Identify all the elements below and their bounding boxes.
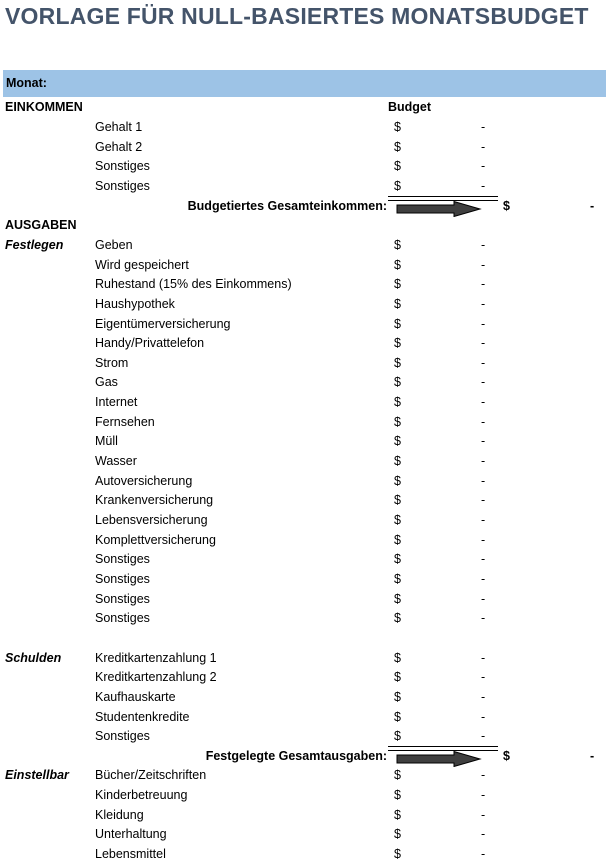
item-label: Gehalt 1 <box>95 120 143 134</box>
item-label: Wasser <box>95 454 137 469</box>
budget-row <box>0 550 609 570</box>
budget-row <box>0 845 609 865</box>
budget-value-cell[interactable]: - <box>481 316 486 331</box>
budget-value-cell[interactable]: - <box>481 375 486 390</box>
item-label: Sonstiges <box>95 178 150 193</box>
budget-row <box>0 295 609 315</box>
income-header: EINKOMMEN <box>5 100 83 114</box>
total-currency-sign: $ <box>503 199 510 214</box>
budget-header: Budget <box>388 100 432 114</box>
currency-sign: $ <box>394 650 401 665</box>
item-label: Geben <box>95 237 133 252</box>
currency-sign: $ <box>394 729 401 744</box>
currency-sign: $ <box>394 277 401 292</box>
currency-sign: $ <box>394 689 401 704</box>
item-label: Sonstiges <box>95 591 150 606</box>
item-label: Sonstiges <box>95 159 150 174</box>
item-label: Internet <box>95 395 138 410</box>
budget-row <box>0 138 609 158</box>
budget-value-cell[interactable]: - <box>481 434 486 449</box>
section-label: Einstellbar <box>5 768 69 783</box>
budget-row <box>0 590 609 610</box>
budget-value-cell[interactable]: - <box>481 571 486 586</box>
budget-value-cell[interactable]: - <box>481 807 486 822</box>
budget-row <box>0 118 609 138</box>
currency-sign: $ <box>394 375 401 390</box>
expenses-header: AUSGABEN <box>5 218 77 233</box>
item-label: Lebensmittel <box>95 847 166 862</box>
budget-value-cell[interactable]: - <box>481 355 486 370</box>
budget-row <box>0 688 609 708</box>
budget-value-cell[interactable]: - <box>481 454 486 469</box>
budget-value-cell[interactable]: - <box>481 139 486 154</box>
currency-sign: $ <box>394 670 401 685</box>
budget-row <box>0 413 609 433</box>
item-label: Komplettversicherung <box>95 532 216 547</box>
budget-row <box>0 609 609 629</box>
currency-sign: $ <box>394 493 401 508</box>
total-value-cell[interactable]: - <box>590 199 595 214</box>
item-label: Gehalt 2 <box>95 139 143 154</box>
item-label: Unterhaltung <box>95 827 167 842</box>
budget-row <box>0 570 609 590</box>
budget-value-cell[interactable]: - <box>481 689 486 704</box>
currency-sign: $ <box>394 355 401 370</box>
budget-value-cell[interactable]: - <box>481 159 486 174</box>
budget-value-cell[interactable]: - <box>481 552 486 567</box>
budget-value-cell[interactable]: - <box>481 120 486 134</box>
currency-sign: $ <box>394 454 401 469</box>
total-value-cell[interactable]: - <box>590 749 595 764</box>
budget-row <box>0 354 609 374</box>
item-label: Autoversicherung <box>95 473 193 488</box>
currency-sign: $ <box>394 611 401 626</box>
currency-sign: $ <box>394 414 401 429</box>
budget-value-cell[interactable]: - <box>481 513 486 527</box>
item-label: Sonstiges <box>95 729 150 744</box>
item-label: Kleidung <box>95 807 144 822</box>
budget-row <box>0 177 609 197</box>
right-arrow-icon <box>396 751 482 767</box>
budget-row <box>0 393 609 413</box>
budget-value-cell[interactable]: - <box>481 336 486 351</box>
item-label: Krankenversicherung <box>95 493 214 508</box>
currency-sign: $ <box>394 395 401 410</box>
budget-row <box>0 373 609 393</box>
currency-sign: $ <box>394 571 401 586</box>
item-label: Sonstiges <box>95 611 150 626</box>
currency-sign: $ <box>394 336 401 351</box>
currency-sign: $ <box>394 552 401 567</box>
section-label: Schulden <box>5 650 62 665</box>
budget-value-cell[interactable]: - <box>481 650 486 665</box>
total-label: Budgetiertes Gesamteinkommen: <box>187 199 387 214</box>
month-bar[interactable] <box>3 70 606 97</box>
budget-row <box>0 432 609 452</box>
currency-sign: $ <box>394 709 401 724</box>
budget-value-cell[interactable]: - <box>481 709 486 724</box>
total-label: Festgelegte Gesamtausgaben: <box>205 749 387 764</box>
right-arrow-icon <box>396 201 482 217</box>
item-label: Gas <box>95 375 118 390</box>
budget-value-cell[interactable]: - <box>481 395 486 410</box>
currency-sign: $ <box>394 788 401 803</box>
currency-sign: $ <box>394 434 401 449</box>
budget-value-cell[interactable]: - <box>481 611 486 626</box>
item-label: Ruhestand (15% des Einkommens) <box>95 277 292 292</box>
item-label: Handy/Privattelefon <box>95 336 205 351</box>
page-title: VORLAGE FÜR NULL-BASIERTES MONATSBUDGET <box>5 3 589 29</box>
budget-value-cell[interactable]: - <box>481 729 486 744</box>
budget-row <box>0 649 609 669</box>
item-label: Kaufhauskarte <box>95 689 176 704</box>
budget-row <box>0 786 609 806</box>
currency-sign: $ <box>394 316 401 331</box>
currency-sign: $ <box>394 532 401 547</box>
budget-row <box>0 236 609 256</box>
currency-sign: $ <box>394 591 401 606</box>
item-label: Sonstiges <box>95 571 150 586</box>
item-label: Studentenkredite <box>95 709 190 724</box>
budget-value-cell[interactable]: - <box>481 414 486 429</box>
budget-row <box>0 315 609 335</box>
currency-sign: $ <box>394 473 401 488</box>
item-label: Kreditkartenzahlung 1 <box>95 650 217 665</box>
currency-sign: $ <box>394 847 401 862</box>
total-row <box>0 746 609 768</box>
budget-row <box>0 256 609 276</box>
budget-value-cell[interactable]: - <box>481 768 486 783</box>
item-label: Sonstiges <box>95 552 150 567</box>
budget-value-cell[interactable]: - <box>481 532 486 547</box>
item-label: Kreditkartenzahlung 2 <box>95 670 217 685</box>
total-row <box>0 196 609 218</box>
budget-row <box>0 806 609 826</box>
section-label: Festlegen <box>5 237 64 252</box>
item-label: Wird gespeichert <box>95 257 189 272</box>
month-label: Monat: <box>6 76 47 90</box>
currency-sign: $ <box>394 768 401 783</box>
budget-row <box>0 452 609 472</box>
budget-row <box>0 275 609 295</box>
budget-row <box>0 727 609 747</box>
currency-sign: $ <box>394 139 401 154</box>
currency-sign: $ <box>394 120 401 134</box>
budget-row <box>0 472 609 492</box>
item-label: Eigentümerversicherung <box>95 316 231 331</box>
budget-row <box>0 334 609 354</box>
budget-value-cell[interactable]: - <box>481 591 486 606</box>
item-label: Bücher/Zeitschriften <box>95 768 207 783</box>
item-label: Lebensversicherung <box>95 513 208 527</box>
currency-sign: $ <box>394 178 401 193</box>
currency-sign: $ <box>394 237 401 252</box>
budget-row <box>0 157 609 177</box>
budget-value-cell[interactable]: - <box>481 827 486 842</box>
currency-sign: $ <box>394 513 401 527</box>
budget-value-cell[interactable]: - <box>481 493 486 508</box>
item-label: Haushypothek <box>95 296 175 311</box>
budget-row <box>0 511 609 531</box>
budget-value-cell[interactable]: - <box>481 670 486 685</box>
item-label: Müll <box>95 434 118 449</box>
budget-value-cell[interactable]: - <box>481 277 486 292</box>
currency-sign: $ <box>394 159 401 174</box>
budget-value-cell[interactable]: - <box>481 296 486 311</box>
currency-sign: $ <box>394 827 401 842</box>
total-currency-sign: $ <box>503 749 510 764</box>
budget-value-cell[interactable]: - <box>481 788 486 803</box>
budget-row <box>0 708 609 728</box>
currency-sign: $ <box>394 807 401 822</box>
budget-row <box>0 766 609 786</box>
item-label: Kinderbetreuung <box>95 788 188 803</box>
item-label: Strom <box>95 355 129 370</box>
budget-row <box>0 531 609 551</box>
budget-value-cell[interactable]: - <box>481 237 486 252</box>
budget-value-cell[interactable]: - <box>481 847 486 862</box>
budget-value-cell[interactable]: - <box>481 257 486 272</box>
budget-value-cell[interactable]: - <box>481 178 486 193</box>
currency-sign: $ <box>394 257 401 272</box>
budget-row <box>0 668 609 688</box>
item-label: Fernsehen <box>95 414 155 429</box>
currency-sign: $ <box>394 296 401 311</box>
budget-value-cell[interactable]: - <box>481 473 486 488</box>
budget-row <box>0 491 609 511</box>
budget-row <box>0 825 609 845</box>
